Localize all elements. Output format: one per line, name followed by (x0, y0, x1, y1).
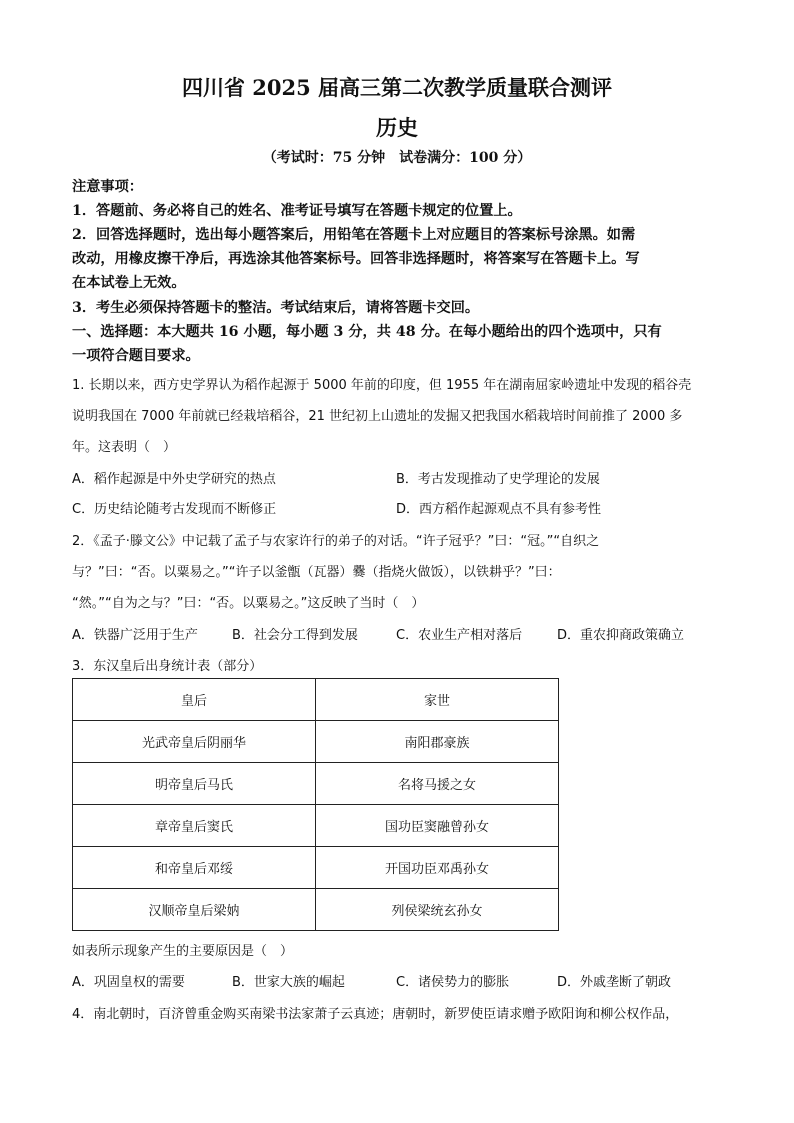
question-1-line-3: 年。这表明（ ） (72, 440, 177, 455)
section-heading-line-2: 一项符合题目要求。 (72, 348, 200, 364)
notes-heading: 注意事项： (72, 179, 143, 195)
question-2-option-c: C．农业生产相对落后 (396, 628, 523, 643)
note-item-2-line-1: 2．回答选择题时，选出每小题答案后，用铅笔在答题卡上对应题目的答案标号涂黑。如需 (72, 227, 636, 243)
exam-info: （考试时：75 分钟 试卷满分：100 分） (262, 150, 532, 166)
table-row (73, 763, 559, 805)
table-cell: 明帝皇后马氏 (73, 763, 316, 805)
table-cell: 南阳郡豪族 (316, 721, 559, 763)
question-1-line-2: 说明我国在 7000 年前就已经栽培稻谷，21 世纪初上山遗址的发掘又把我国水稻栽培时间前推了 2000 多 (72, 409, 683, 424)
question-3-title: 3．东汉皇后出身统计表（部分） (72, 659, 263, 674)
question-1-option-b: B．考古发现推动了史学理论的发展 (396, 472, 600, 487)
note-item-2-line-3: 在本试卷上无效。 (72, 275, 186, 291)
question-3-option-a: A．巩固皇权的需要 (72, 975, 185, 990)
table-cell: 列侯梁统玄孙女 (316, 889, 559, 931)
question-2-line-3: “然。”“自为之与？”曰：“否。以粟易之。”这反映了当时（ ） (72, 596, 425, 611)
table-header-cell: 皇后 (73, 679, 316, 721)
table-row (73, 805, 559, 847)
question-1-option-d: D．西方稻作起源观点不具有参考性 (396, 502, 602, 517)
note-item-3: 3．考生必须保持答题卡的整洁。考试结束后，请将答题卡交回。 (72, 300, 480, 316)
note-item-2-line-2: 改动，用橡皮擦干净后，再选涂其他答案标号。回答非选择题时，将答案写在答题卡上。写 (72, 251, 640, 267)
question-3-option-d: D．外戚垄断了朝政 (557, 975, 672, 990)
question-3-option-c: C．诸侯势力的膨胀 (396, 975, 510, 990)
question-1-option-c: C．历史结论随考古发现而不断修正 (72, 502, 277, 517)
table-cell: 国功臣窦融曾孙女 (316, 805, 559, 847)
table-cell: 开国功臣邓禹孙女 (316, 847, 559, 889)
table-cell: 汉顺帝皇后梁妠 (73, 889, 316, 931)
question-4-line-1: 4．南北朝时，百济曾重金购买南梁书法家萧子云真迹；唐朝时，新罗使臣请求赠予欧阳询和柳公权作品， (72, 1007, 679, 1022)
note-item-1: 1．答题前、务必将自己的姓名、准考证号填写在答题卡规定的位置上。 (72, 203, 522, 219)
table-cell: 光武帝皇后阴丽华 (73, 721, 316, 763)
question-1-option-a: A．稻作起源是中外史学研究的热点 (72, 472, 276, 487)
table-row (73, 847, 559, 889)
question-2-option-b: B．社会分工得到发展 (232, 628, 358, 643)
table-cell: 和帝皇后邓绥 (73, 847, 316, 889)
question-3-option-b: B．世家大族的崛起 (232, 975, 345, 990)
table-row (73, 889, 559, 931)
question-3-prompt: 如表所示现象产生的主要原因是（ ） (72, 944, 294, 959)
empress-origin-table (72, 678, 559, 931)
question-2-line-1: 2．《孟子·滕文公》中记载了孟子与农家许行的弟子的对话。“许子冠乎？”曰：“冠。”“自织之 (72, 534, 600, 549)
question-2-option-d: D．重农抑商政策确立 (557, 628, 685, 643)
table-cell: 名将马援之女 (316, 763, 559, 805)
question-2-option-a: A．铁器广泛用于生产 (72, 628, 198, 643)
table-cell: 章帝皇后窦氏 (73, 805, 316, 847)
table-header-cell: 家世 (316, 679, 559, 721)
subject-title: 历史 (376, 115, 418, 140)
table-row (73, 721, 559, 763)
question-2-line-2: 与？”曰：“否。以粟易之。”“许子以釜甑（瓦器）爨（指烧火做饭），以铁耕乎？”曰： (72, 565, 561, 580)
question-1-line-1: 1. 长期以来，西方史学界认为稻作起源于 5000 年前的印度，但 1955 年在湖南屈家岭遗址中发现的稻谷壳 (72, 378, 692, 393)
section-heading-line-1: 一、选择题：本大题共 16 小题，每小题 3 分，共 48 分。在每小题给出的四个选项中，只有 (72, 324, 662, 340)
table-header-row (73, 679, 559, 721)
exam-title: 四川省 2025 届高三第二次教学质量联合测评 (181, 75, 613, 100)
